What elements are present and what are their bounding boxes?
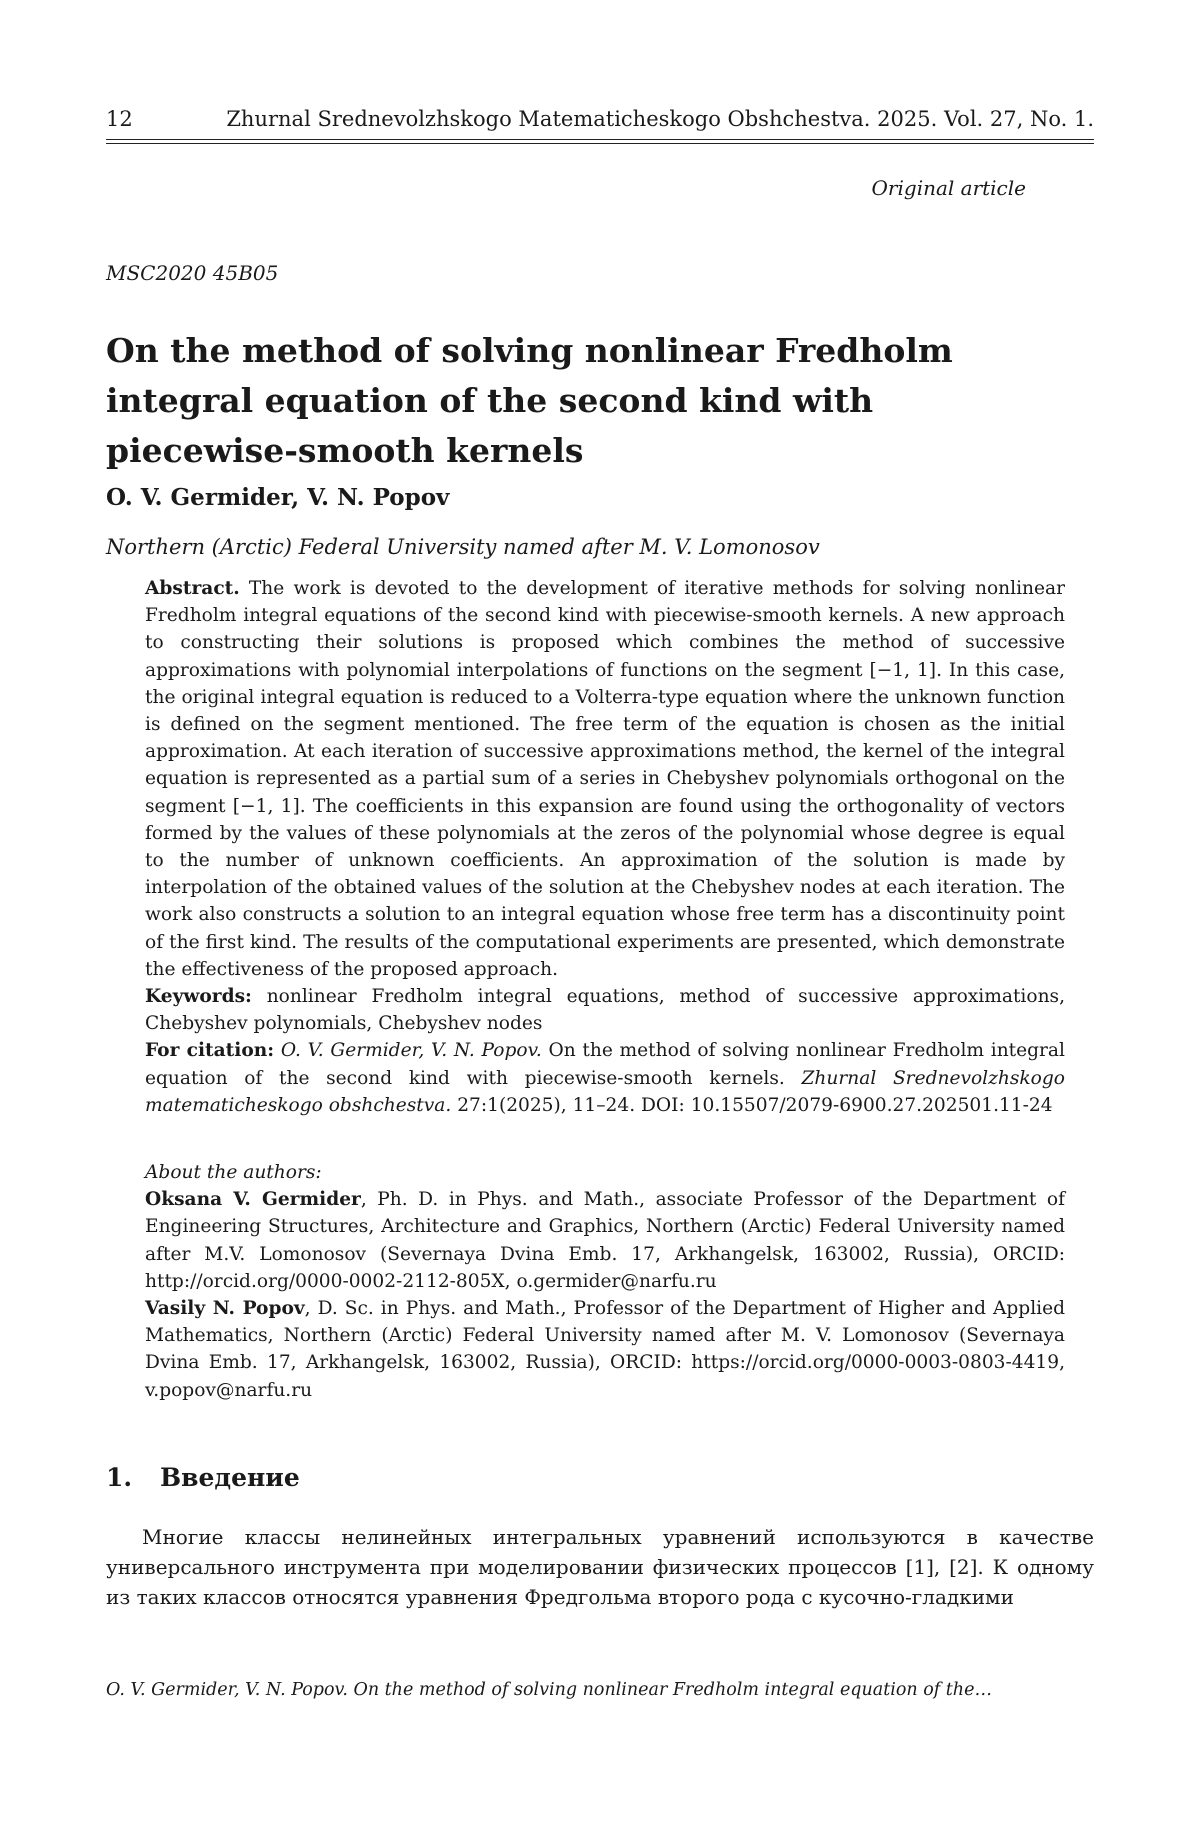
citation-details: 27:1(2025), 11–24. DOI: 10.15507/2079-6900.27.202501.11-24 [457, 1094, 1053, 1116]
section-heading [106, 1463, 300, 1492]
keywords-label: Keywords: [145, 986, 252, 1008]
abstract-label: Abstract. [145, 578, 240, 599]
section-title: Введение [160, 1463, 300, 1492]
citation-journal: Zhurnal Srednevolzhskogo matematicheskogo obshchestva. [145, 1067, 1065, 1116]
citation-label: For citation: [145, 1040, 275, 1062]
header-rule-top [106, 139, 1094, 140]
header-rule-bottom [106, 143, 1094, 144]
abstract [145, 575, 1065, 983]
abstract-text: The work is devoted to the development of iterative methods for solving nonlinear Fredholm integral equations of the second kind with piecewise-smooth kernels. A new approach to constructing their solutions is proposed which combines the method of successive approximations with polynomial interpolations of functions on the segment [−1, 1]. In this case, the original integral equation is reduced to a Volterra-type equation where the unknown function is defined on the segment mentioned. The free term of the equation is chosen as the initial approximation. At each iteration of successive approximations method, the kernel of the integral equation is represented as a partial sum of a series in Chebyshev polynomials orthogonal on the segment [−1, 1]. The coefficients in this expansion are found using the orthogonality of vectors formed by the values of these polynomials at the zeros of the polynomial whose degree is equal to the number of unknown coefficients. An approximation of the solution is made by interpolation of the obtained values of the solution at the Chebyshev nodes at each iteration. The work also constructs a solution to an integral equation whose free term has a discontinuity point of the first kind. The results of the computational experiments are presented, which demonstrate the effectiveness of the proposed approach. [145, 578, 1065, 980]
keywords [145, 983, 1065, 1037]
citation [145, 1037, 1065, 1119]
author-name: Vasily N. Popov [145, 1298, 305, 1320]
msc-code: MSC2020 45B05 [106, 261, 279, 285]
abstract-block [145, 575, 1065, 1119]
running-footer: O. V. Germider, V. N. Popov. On the method of solving nonlinear Fredholm integral equation of the… [106, 1680, 992, 1700]
citation-authors: O. V. Germider, V. N. Popov. [280, 1040, 542, 1062]
authors: O. V. Germider, V. N. Popov [106, 484, 450, 511]
intro-paragraph: Многие классы нелинейных интегральных уравнений используются в качестве универсального инструмента при моделировании физических процессов [1], [2]. К одному из таких классов относятся уравнения Фредгольма второго рода с кусочно-гладкими [106, 1525, 1094, 1609]
page-number: 12 [106, 107, 133, 131]
article-title: On the method of solving nonlinear Fredholm integral equation of the second kind with piecewise-smooth kernels [106, 331, 953, 470]
citation-title: On the method of solving nonlinear Fredholm integral equation of the second kind with piecewise-smooth kernels. [145, 1040, 1065, 1089]
article-type: Original article [871, 176, 1026, 200]
running-head [106, 104, 1094, 134]
author-details: , Ph. D. in Phys. and Math., associate Professor of the Department of Engineering Structures, Architecture and Graphics, Northern (Arctic) Federal University named after M.V. Lomonosov (Severnaya Dvina Emb. 17, Arkhangelsk, 163002, Russia), ORCID: http://orcid.org/0000-0002-2112-805X, o.germider@narfu.ru [145, 1189, 1065, 1292]
section-number: 1. [106, 1463, 133, 1492]
affiliation: Northern (Arctic) Federal University named after M. V. Lomonosov [106, 535, 820, 559]
about-heading: About the authors: [145, 1162, 322, 1183]
author-bio [145, 1295, 1065, 1404]
journal-title: Zhurnal Srednevolzhskogo Matematicheskogo Obshchestva. 2025. Vol. 27, No. 1. [226, 107, 1094, 131]
author-details: , D. Sc. in Phys. and Math., Professor of the Department of Higher and Applied Mathematics, Northern (Arctic) Federal University named after M. V. Lomonosov (Severnaya Dvina Emb. 17, Arkhangelsk, 163002, Russia), ORCID: https://orcid.org/0000-0003-0803-4419, v.popov@narfu.ru [145, 1298, 1066, 1401]
author-bio [145, 1186, 1065, 1295]
author-name: Oksana V. Germider [145, 1189, 361, 1211]
about-authors [145, 1159, 1065, 1404]
keywords-text: nonlinear Fredholm integral equations, method of successive approximations, Chebyshev polynomials, Chebyshev nodes [145, 986, 1065, 1035]
